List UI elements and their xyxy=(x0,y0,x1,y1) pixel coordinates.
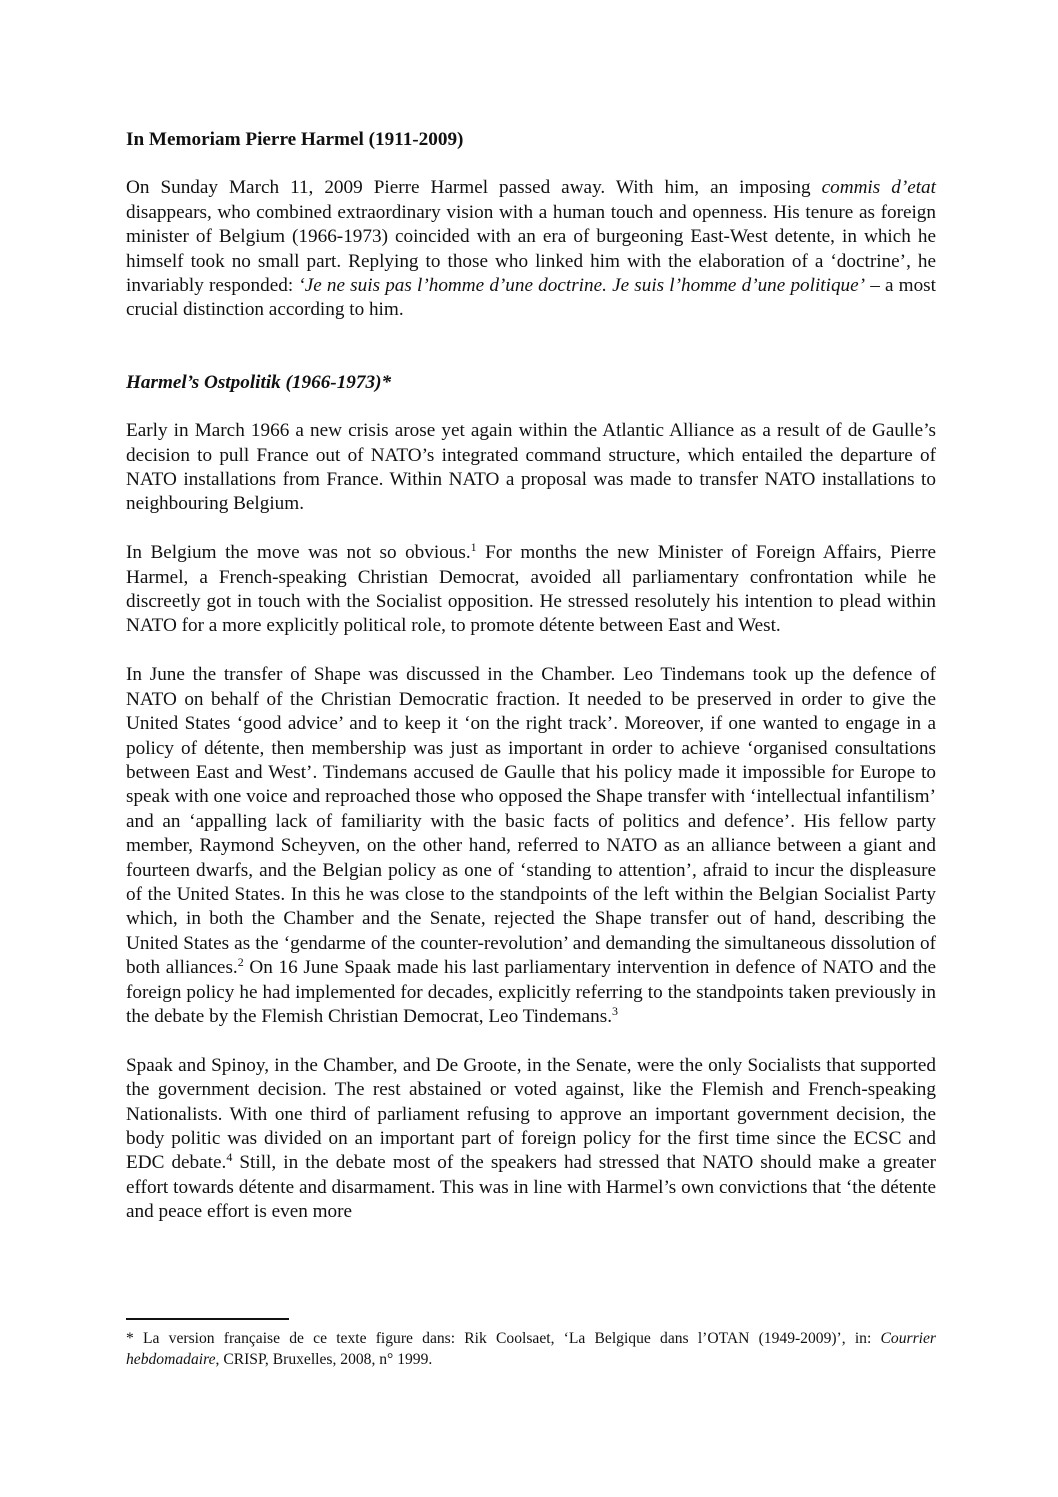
intro-quote: ‘Je ne suis pas l’homme d’une doctrine. Je suis l’homme d’une politique’ xyxy=(298,275,866,297)
paragraph-text: In June the transfer of Shape was discussed in the Chamber. Leo Tindemans took up the defence of NATO on behalf of the Christian Democratic fraction. It needed to be preserved in order to give the United States ‘good advice’ and to keep it ‘on the right track’. Moreover, if one wanted to engage in a policy of détente, then membership was just as important in order to achieve ‘organised consultations between East and West’. Tindemans accused de Gaulle that his policy made it impossible for Europe to speak with one voice and reproached those who opposed the Shape transfer with ‘intellectual infantilism’ and an ‘appalling lack of familiarity with the basic facts of politics and defence’. His fellow party member, Raymond Scheyven, on the other hand, referred to NATO as an alliance between a giant and fourteen dwarfs, and the Belgian policy as one of ‘standing to attention’, afraid to incur the displeasure of the United States. In this he was close to the standpoints of the left within the Belgian Socialist Party which, in both the Chamber and the Senate, rejected the Shape transfer out of hand, describing the United States as the ‘gendarme of the counter-revolution’ and demanding the simultaneous dissolution of both alliances. xyxy=(126,664,936,979)
footnote-ref[interactable]: 2 xyxy=(237,955,244,970)
paragraph-text: Spaak and Spinoy, in the Chamber, and De Groote, in the Senate, were the only Socialists that supported the government decision. The rest abstained or voted against, like the Flemish and French-speaking Nationalists. With one third of parliament refusing to approve an important government decision, the body politic was divided on an important part of foreign policy for the first time since the ECSC and EDC debate. xyxy=(126,1054,936,1174)
paragraph-text: Still, in the debate most of the speakers had stressed that NATO should make a greater effort towards détente and disarmament. This was in line with Harmel’s own convictions that ‘the détente and peace effort is even more xyxy=(126,1152,936,1223)
paragraph-text: On 16 June Spaak made his last parliamentary intervention in defence of NATO and the foreign policy he had implemented for decades, explicitly referring to the standpoints taken previously in the debate by the Flemish Christian Democrat, Leo Tindemans. xyxy=(126,957,936,1027)
document-title: In Memoriam Pierre Harmel (1911-2009) xyxy=(126,129,464,150)
document-page xyxy=(126,128,936,1249)
intro-paragraph xyxy=(126,176,936,322)
body-paragraph xyxy=(126,663,936,1029)
intro-text: On Sunday March 11, 2009 Pierre Harmel passed away. With him, an imposing xyxy=(126,177,822,199)
paragraph-text: In Belgium the move was not so obvious. xyxy=(126,542,471,564)
footnote-text: * La version française de ce texte figure dans: Rik Coolsaet, ‘La Belgique dans l’OTAN (1949-2009)’, in: xyxy=(126,1330,881,1347)
intro-text: disappears, who combined extraordinary vision with a human touch and openness. His tenure as foreign minister of Belgium (1966-1973) coincided with an era of burgeoning East-West detente, in which he himself took no small part. Replying to those who linked him with the elaboration of a ‘doctrine’, he invariably responded: xyxy=(126,201,936,297)
intro-text: – a most crucial distinction according to him. xyxy=(126,275,936,321)
footnote-ref[interactable]: 1 xyxy=(470,540,477,555)
footnote-divider xyxy=(126,1318,289,1320)
intro-italic-phrase: commis d’etat xyxy=(821,177,936,199)
footnote-ref[interactable]: 3 xyxy=(612,1003,619,1018)
footnote-publication: Courrier hebdomadaire xyxy=(126,1330,936,1368)
footnote-ref[interactable]: 4 xyxy=(226,1150,233,1165)
footnote-text: , CRISP, Bruxelles, 2008, n° 1999. xyxy=(215,1350,433,1368)
section-title: Harmel’s Ostpolitik (1966-1973)* xyxy=(126,371,392,393)
body-paragraph xyxy=(126,541,936,639)
body-paragraph: Early in March 1966 a new crisis arose yet again within the Atlantic Alliance as a result of de Gaulle’s decision to pull France out of NATO’s integrated command structure, which entailed the departure of NATO installations from France. Within NATO a proposal was made to transfer NATO installations to neighbouring Belgium. xyxy=(126,420,936,515)
footnote xyxy=(126,1329,936,1370)
body-paragraph xyxy=(126,1054,936,1225)
paragraph-text: For months the new Minister of Foreign Affairs, Pierre Harmel, a French-speaking Christian Democrat, avoided all parliamentary confrontation while he discreetly got in touch with the Socialist opposition. He stressed resolutely his intention to plead within NATO for a more explicitly political role, to promote détente between East and West. xyxy=(126,542,936,637)
